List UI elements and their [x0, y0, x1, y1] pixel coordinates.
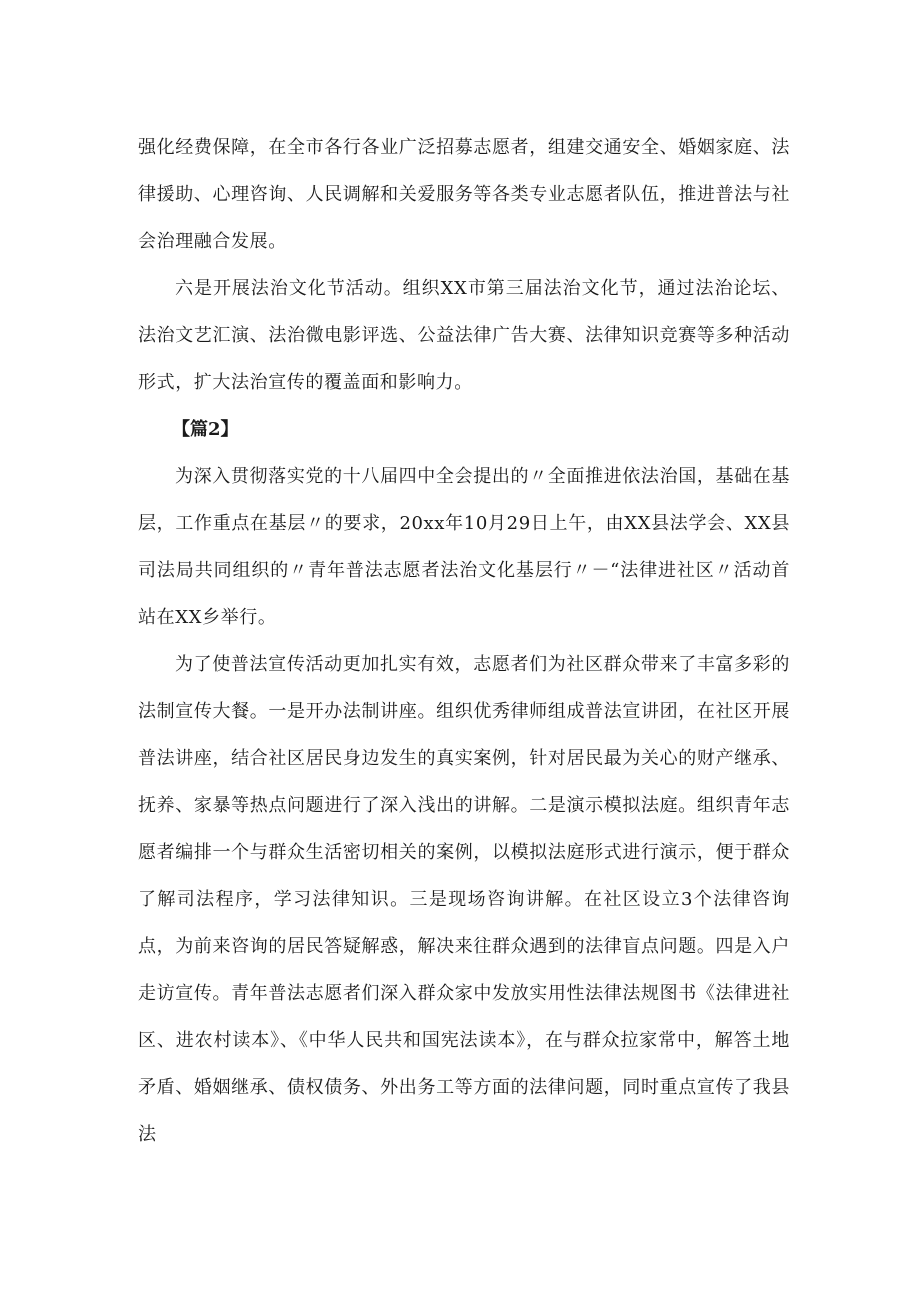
paragraph-culture-festival: 六是开展法治文化节活动。组织XX市第三届法治文化节，通过法治论坛、法治文艺汇演、法治微电影评选、公益法律广告大赛、法律知识竞赛等多种活动形式，扩大法治宣传的覆盖面和影响力。	[138, 278, 790, 393]
paragraph-event-intro: 为深入贯彻落实党的十八届四中全会提出的〃全面推进依法治国，基础在基层，工作重点在基层〃的要求，20xx年10月29日上午，由XX县法学会、XX县司法局共同组织的〃青年普法志愿者法治文化基层行〃－“法律进社区〃活动首站在XX乡举行。	[138, 466, 790, 628]
paragraph-funding-volunteers: 强化经费保障，在全市各行各业广泛招募志愿者，组建交通安全、婚姻家庭、法律援助、心理咨询、人民调解和关爱服务等各类专业志愿者队伍，推进普法与社会治理融合发展。	[138, 137, 790, 252]
paragraph-event-activities: 为了使普法宣传活动更加扎实有效，志愿者们为社区群众带来了丰富多彩的法制宣传大餐。一是开办法制讲座。组织优秀律师组成普法宣讲团，在社区开展普法讲座，结合社区居民身边发生的真实案例，针对居民最为关心的财产继承、抚养、家暴等热点问题进行了深入浅出的讲解。二是演示模拟法庭。组织青年志愿者编排一个与群众生活密切相关的案例，以模拟法庭形式进行演示，便于群众了解司法程序，学习法律知识。三是现场咨询讲解。在社区设立3个法律咨询点，为前来咨询的居民答疑解惑，解决来往群众遇到的法律盲点问题。四是入户走访宣传。青年普法志愿者们深入群众家中发放实用性法律法规图书《法律进社区、进农村读本》、《中华人民共和国宪法读本》，在与群众拉家常中，解答土地矛盾、婚姻继承、债权债务、外出务工等方面的法律问题，同时重点宣传了我县法	[138, 654, 790, 1145]
section-heading: 【篇2】	[172, 419, 239, 440]
